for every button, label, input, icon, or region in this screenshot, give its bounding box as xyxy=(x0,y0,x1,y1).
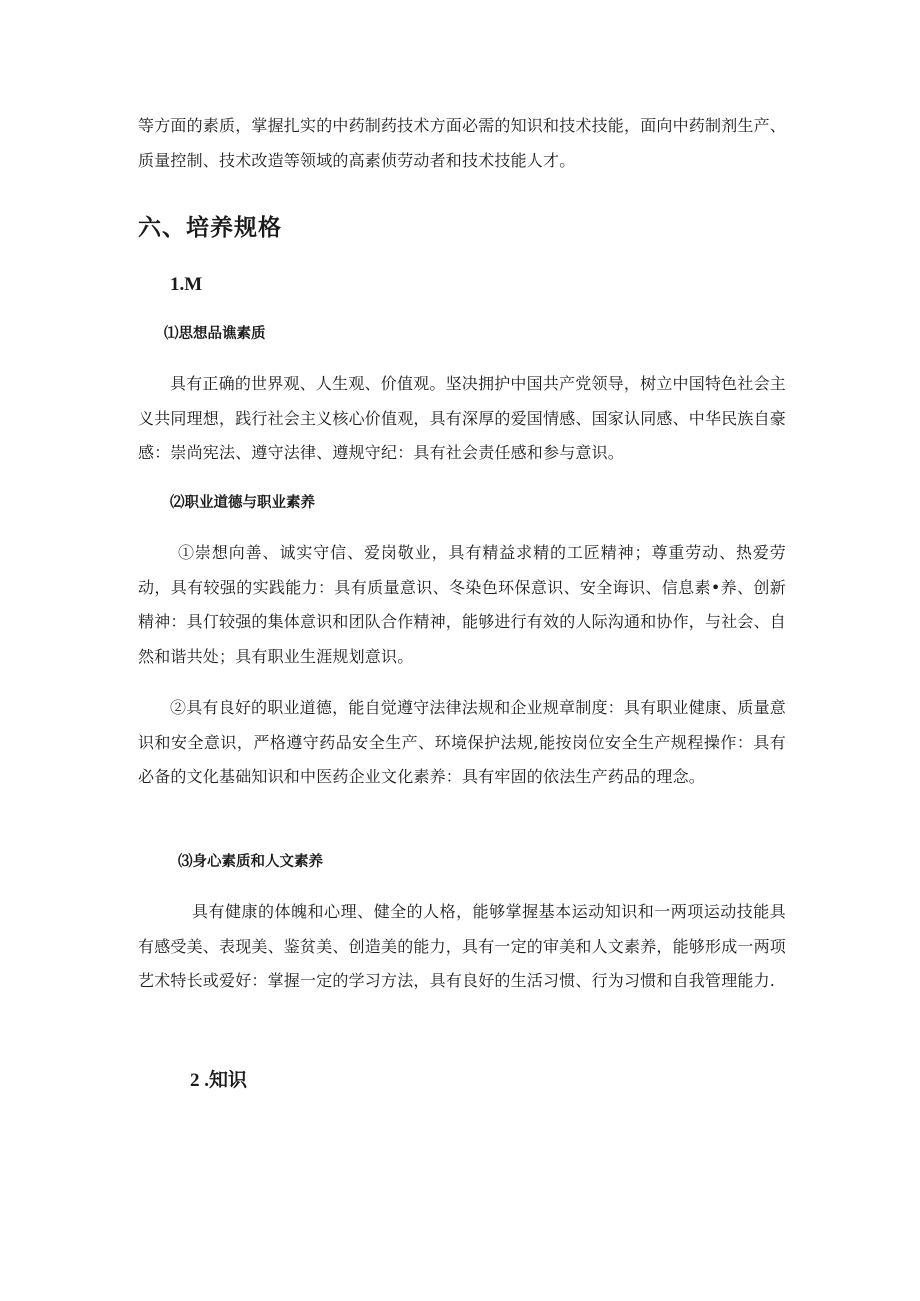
item3-paragraph: 具有健康的体魄和心理、健全的人格，能够掌握基本运动知识和一两项运动技能具有感受美、表现美、鉴贫美、创造美的能力，具有一定的审美和人文素养，能够形成一两项艺术特长或爱好：掌握一定的学习方法，具有良好的生活习惯、行为习惯和自我管理能力. xyxy=(138,902,787,990)
intro-paragraph: 等方面的素质，掌握扎实的中药制药技术方面必需的知识和技术技能，面向中药制剂生产、质量控制、技术改造等领域的高素侦劳动者和技术技能人才。 xyxy=(138,116,787,170)
subsection-1-heading: 1.M xyxy=(170,274,203,295)
item2-point2-paragraph: ②具有良好的职业道德，能自觉遵守法律法规和企业规章制度：具有职业健康、质量意识和安全意识，严格遵守药品安全生产、环境保护法规,能按岗位安全生产规程操作：具有必备的文化基础知识和中医药企业文化素养：具有牢固的依法生产药品的理念。 xyxy=(138,698,786,786)
item3-heading: ⑶身心素质和人文素养 xyxy=(178,854,323,870)
item2-heading: ⑵职业道德与职业素养 xyxy=(170,495,315,511)
item1-paragraph: 具有正确的世界观、人生观、价值观。坚决拥护中国共产党领导，树立中国特色社会主义共同理想，践行社会主义核心价值观，具有深厚的爱国情感、国家认同感、中华民族自豪感：崇尚宪法、遵守法律、遵规守纪：具有社会责任感和参与意识。 xyxy=(138,374,787,462)
section-six-title: 六、培养规格 xyxy=(138,215,282,241)
item1-heading: ⑴思想品谯素质 xyxy=(164,326,266,342)
item2-point1-paragraph: ①崇想向善、诚实守信、爱岗敬业，具有精益求精的工匠精神；尊重劳动、热爱劳动，具有较强的实践能力：具有质量意识、冬染色环保意识、安全诲识、信息素•养、创新精神：具仃较强的集体意识和团队合作精神，能够进行有效的人际沟通和协作，与社会、自然和谐共处；具有职业生涯规划意识。 xyxy=(138,543,787,666)
subsection-2-heading: 2 .知识 xyxy=(190,1070,248,1091)
